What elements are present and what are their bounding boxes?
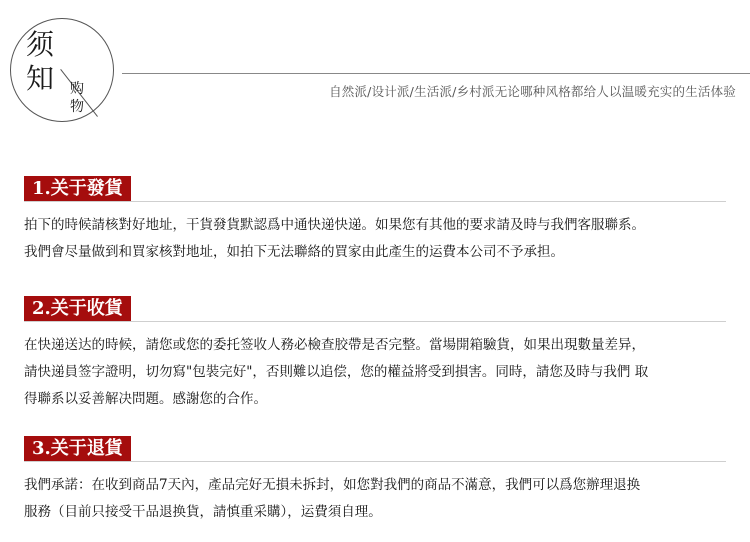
paragraph-line: 拍下的時候請核對好地址，干貨發貨默認爲中通快递快递。如果您有其他的要求請及時与我們客服聯系。 <box>24 217 645 233</box>
section-rule <box>24 321 726 322</box>
paragraph-line: 服務（目前只接受干品退换貨，請慎重采購），运費須自理。 <box>24 504 382 520</box>
badge-char-xu: 须 <box>26 28 55 61</box>
section-title-receiving: 2.关于收貨 <box>24 296 131 322</box>
paragraph-line: 我們承諾：在收到商品7天內，產品完好无損未拆封，如您對我們的商品不滿意，我們可以爲您辦理退换 <box>24 477 641 493</box>
page-header <box>0 0 750 140</box>
badge-char-zhi: 知 <box>26 62 55 95</box>
section-body-returns <box>24 472 724 526</box>
section-title-shipping: 1.关于發貨 <box>24 176 131 202</box>
header-tagline: 自然派/设计派/生活派/乡村派无论哪种风格都给人以温暖充实的生活体验 <box>329 84 736 99</box>
paragraph-line: 得聯系以妥善解决問題。感謝您的合作。 <box>24 391 267 407</box>
section-rule <box>24 201 726 202</box>
section-body-receiving <box>24 332 724 413</box>
section-body-shipping <box>24 212 724 266</box>
badge-char-wu: 物 <box>70 99 84 115</box>
paragraph-line: 在快递送达的時候，請您或您的委托签收人務必檢查胶帶是否完整。當場開箱驗貨，如果出現數量差异， <box>24 337 645 353</box>
badge-char-gou: 购 <box>70 81 84 97</box>
section-title-returns: 3.关于退貨 <box>24 436 131 462</box>
section-rule <box>24 461 726 462</box>
paragraph-line: 請快递員签字證明，切勿寫"包裝完好"，否則難以追偿，您的權益將受到損害。同時，請您及時与我們 取 <box>24 364 649 380</box>
paragraph-line: 我們會尽量做到和買家核對地址，如拍下无法聯絡的買家由此產生的运費本公司不予承担。 <box>24 244 564 260</box>
header-rule <box>122 73 750 74</box>
